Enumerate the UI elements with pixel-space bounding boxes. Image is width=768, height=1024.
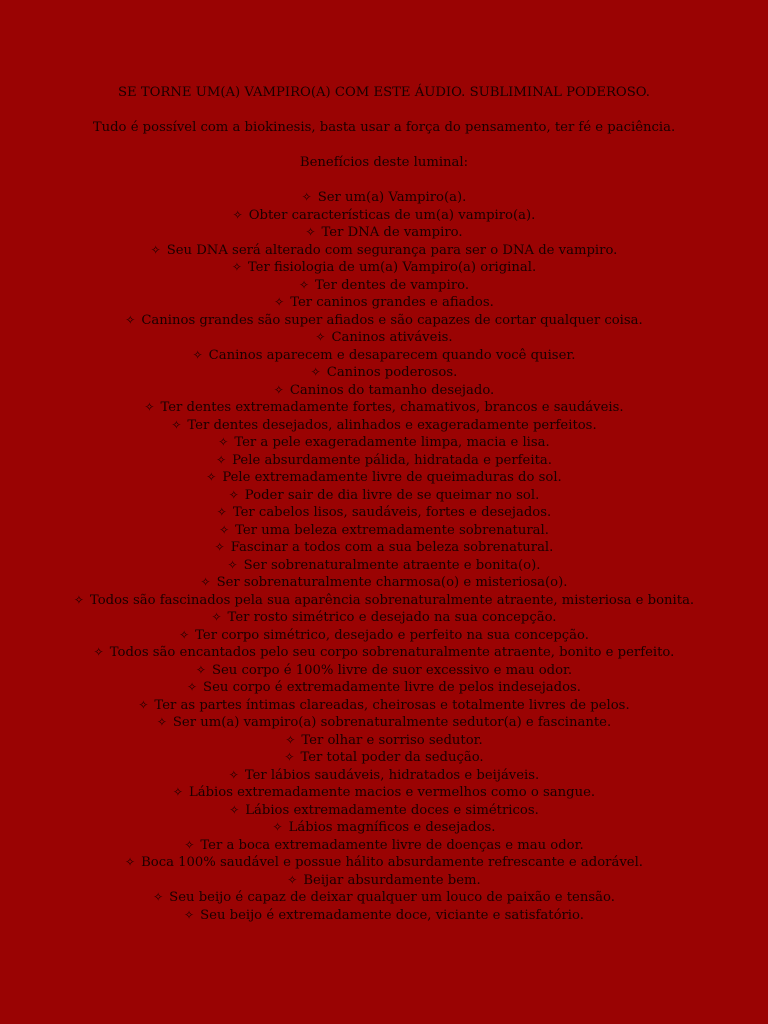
sparkle-bullet-icon: ✧ xyxy=(274,295,285,309)
benefit-text: Fascinar a todos com a sua beleza sobrenatural. xyxy=(230,540,554,555)
benefit-text: Ter a pele exageradamente limpa, macia e lisa. xyxy=(234,435,550,450)
benefit-item xyxy=(0,417,768,435)
benefit-text: Boca 100% saudável e possue hálito absurdamente refrescante e adorável. xyxy=(141,855,643,870)
benefit-item xyxy=(0,312,768,330)
benefit-item xyxy=(0,854,768,872)
benefit-text: Ter dentes de vampiro. xyxy=(315,277,470,293)
benefit-text: Caninos poderosos. xyxy=(326,365,458,380)
sparkle-bullet-icon: ✧ xyxy=(200,575,211,589)
sparkle-bullet-icon: ✧ xyxy=(298,277,310,292)
benefit-text: Ter olhar e sorriso sedutor. xyxy=(301,732,483,748)
sparkle-bullet-icon: ✧ xyxy=(229,802,240,817)
benefit-text: Pele extremadamente livre de queimaduras do sol. xyxy=(222,470,562,485)
sparkle-bullet-icon: ✧ xyxy=(284,750,295,764)
benefit-item xyxy=(0,574,768,592)
sparkle-bullet-icon: ✧ xyxy=(153,890,164,904)
sparkle-bullet-icon: ✧ xyxy=(216,452,227,467)
benefit-item xyxy=(0,627,768,645)
benefit-item xyxy=(0,399,768,417)
sparkle-bullet-icon: ✧ xyxy=(144,400,155,414)
benefit-item xyxy=(0,469,768,487)
benefit-item xyxy=(0,837,768,855)
sparkle-bullet-icon: ✧ xyxy=(171,417,182,432)
benefit-text: Beijar absurdamente bem. xyxy=(303,872,481,888)
sparkle-bullet-icon: ✧ xyxy=(192,347,203,362)
sparkle-bullet-icon: ✧ xyxy=(195,662,206,677)
benefit-text: Ser um(a) Vampiro(a). xyxy=(317,190,467,205)
benefit-text: Todos são fascinados pela sua aparência sobrenaturalmente atraente, misteriosa e bonita. xyxy=(89,592,695,608)
document-body xyxy=(0,84,768,924)
sparkle-bullet-icon: ✧ xyxy=(138,697,149,712)
benefit-item xyxy=(0,329,768,347)
benefit-text: Ter as partes íntimas clareadas, cheirosas e totalmente livres de pelos. xyxy=(154,697,630,713)
benefit-text: Lábios extremadamente doces e simétricos. xyxy=(245,802,539,818)
benefit-item xyxy=(0,382,768,400)
sparkle-bullet-icon: ✧ xyxy=(285,732,296,747)
sparkle-bullet-icon: ✧ xyxy=(93,645,104,659)
sparkle-bullet-icon: ✧ xyxy=(214,540,225,554)
benefit-text: Pele absurdamente pálida, hidratada e perfeita. xyxy=(232,452,552,468)
benefit-text: Seu corpo é extremadamente livre de pelos indesejados. xyxy=(203,680,581,695)
benefit-text: Ter fisiologia de um(a) Vampiro(a) original. xyxy=(247,260,537,275)
sparkle-bullet-icon: ✧ xyxy=(125,312,136,327)
benefit-item xyxy=(0,907,768,925)
sparkle-bullet-icon: ✧ xyxy=(287,872,298,887)
benefit-text: Poder sair de dia livre de se queimar no sol. xyxy=(244,487,540,503)
sparkle-bullet-icon: ✧ xyxy=(232,207,243,222)
benefit-item xyxy=(0,644,768,662)
sparkle-bullet-icon: ✧ xyxy=(273,382,284,397)
sparkle-bullet-icon: ✧ xyxy=(228,767,239,782)
benefit-text: Ter dentes extremadamente fortes, chamativos, brancos e saudáveis. xyxy=(160,400,624,415)
sparkle-bullet-icon: ✧ xyxy=(228,487,239,502)
benefit-text: Seu beijo é capaz de deixar qualquer um louco de paixão e tensão. xyxy=(169,890,615,905)
benefit-text: Lábios magníficos e desejados. xyxy=(288,820,496,835)
benefit-item xyxy=(0,224,768,242)
benefit-text: Seu DNA será alterado com segurança para ser o DNA de vampiro. xyxy=(166,242,618,258)
benefit-text: Ter DNA de vampiro. xyxy=(321,225,463,240)
sparkle-bullet-icon: ✧ xyxy=(310,365,321,379)
sparkle-bullet-icon: ✧ xyxy=(231,260,242,274)
benefit-text: Ter total poder da sedução. xyxy=(300,750,484,765)
benefit-item xyxy=(0,294,768,312)
sparkle-bullet-icon: ✧ xyxy=(206,470,217,484)
benefit-item xyxy=(0,732,768,750)
benefit-text: Ter caninos grandes e afiados. xyxy=(290,295,494,310)
benefits-list xyxy=(0,189,768,924)
benefit-text: Ter lábios saudáveis, hidratados e beijáveis. xyxy=(244,767,540,783)
benefit-item xyxy=(0,557,768,575)
benefit-item xyxy=(0,679,768,697)
sparkle-bullet-icon: ✧ xyxy=(216,505,227,519)
sparkle-bullet-icon: ✧ xyxy=(73,592,84,607)
benefit-item xyxy=(0,889,768,907)
benefit-text: Todos são encantados pelo seu corpo sobrenaturalmente atraente, bonito e perfeito. xyxy=(109,645,675,660)
benefit-item xyxy=(0,522,768,540)
benefit-item xyxy=(0,662,768,680)
sparkle-bullet-icon: ✧ xyxy=(179,627,190,642)
benefit-item xyxy=(0,609,768,627)
document-title: SE TORNE UM(A) VAMPIRO(A) COM ESTE ÁUDIO. SUBLIMINAL PODEROSO. xyxy=(118,85,650,100)
sparkle-bullet-icon: ✧ xyxy=(218,435,229,449)
benefit-item xyxy=(0,539,768,557)
benefit-text: Caninos aparecem e desaparecem quando você quiser. xyxy=(208,347,576,363)
benefit-item xyxy=(0,434,768,452)
sparkle-bullet-icon: ✧ xyxy=(227,557,238,572)
benefit-item xyxy=(0,259,768,277)
intro-paragraph: Tudo é possível com a biokinesis, basta usar a força do pensamento, ter fé e paciência. xyxy=(92,120,676,135)
benefit-text: Ter cabelos lisos, saudáveis, fortes e desejados. xyxy=(232,505,552,520)
benefit-item xyxy=(0,784,768,802)
benefit-text: Caninos do tamanho desejado. xyxy=(289,382,495,398)
benefit-item xyxy=(0,207,768,225)
sparkle-bullet-icon: ✧ xyxy=(219,522,230,537)
benefits-heading: Benefícios deste luminal: xyxy=(299,155,469,170)
benefit-item xyxy=(0,242,768,260)
benefit-item xyxy=(0,277,768,295)
benefit-text: Obter características de um(a) vampiro(a). xyxy=(248,207,536,223)
benefit-item xyxy=(0,347,768,365)
sparkle-bullet-icon: ✧ xyxy=(186,680,198,694)
benefit-item xyxy=(0,189,768,207)
benefit-item xyxy=(0,802,768,820)
benefit-text: Ser sobrenaturalmente charmosa(o) e misteriosa(o). xyxy=(216,575,568,590)
benefit-text: Ter corpo simétrico, desejado e perfeito na sua concepção. xyxy=(195,627,589,643)
sparkle-bullet-icon: ✧ xyxy=(184,837,195,852)
benefit-text: Ter uma beleza extremadamente sobrenatural. xyxy=(235,522,549,538)
sparkle-bullet-icon: ✧ xyxy=(150,242,161,257)
sparkle-bullet-icon: ✧ xyxy=(301,190,312,204)
benefit-item xyxy=(0,592,768,610)
sparkle-bullet-icon: ✧ xyxy=(125,855,136,869)
sparkle-bullet-icon: ✧ xyxy=(305,225,316,239)
benefit-text: Seu beijo é extremadamente doce, viciante e satisfatório. xyxy=(200,907,584,923)
benefit-item xyxy=(0,452,768,470)
benefit-text: Caninos ativáveis. xyxy=(331,330,453,345)
sparkle-bullet-icon: ✧ xyxy=(315,330,326,344)
benefit-item xyxy=(0,364,768,382)
benefit-item xyxy=(0,504,768,522)
benefit-item xyxy=(0,872,768,890)
benefit-text: Ter rosto simétrico e desejado na sua concepção. xyxy=(227,610,557,625)
benefit-item xyxy=(0,487,768,505)
benefit-text: Ter dentes desejados, alinhados e exageradamente perfeitos. xyxy=(187,417,597,433)
benefit-text: Caninos grandes são super afiados e são capazes de cortar qualquer coisa. xyxy=(141,312,643,328)
benefit-text: Ter a boca extremadamente livre de doenças e mau odor. xyxy=(200,837,584,853)
benefit-text: Ser um(a) vampiro(a) sobrenaturalmente sedutor(a) e fascinante. xyxy=(172,715,612,730)
sparkle-bullet-icon: ✧ xyxy=(156,715,167,729)
sparkle-bullet-icon: ✧ xyxy=(184,907,195,922)
benefit-text: Ser sobrenaturalmente atraente e bonita(o). xyxy=(243,557,541,573)
benefit-item xyxy=(0,819,768,837)
sparkle-bullet-icon: ✧ xyxy=(172,785,183,799)
benefit-text: Lábios extremadamente macios e vermelhos como o sangue. xyxy=(188,785,596,800)
sparkle-bullet-icon: ✧ xyxy=(211,610,222,624)
sparkle-bullet-icon: ✧ xyxy=(272,820,283,834)
benefit-item xyxy=(0,714,768,732)
benefit-item xyxy=(0,749,768,767)
benefit-text: Seu corpo é 100% livre de suor excessivo e mau odor. xyxy=(211,662,573,678)
benefit-item xyxy=(0,697,768,715)
benefit-item xyxy=(0,767,768,785)
